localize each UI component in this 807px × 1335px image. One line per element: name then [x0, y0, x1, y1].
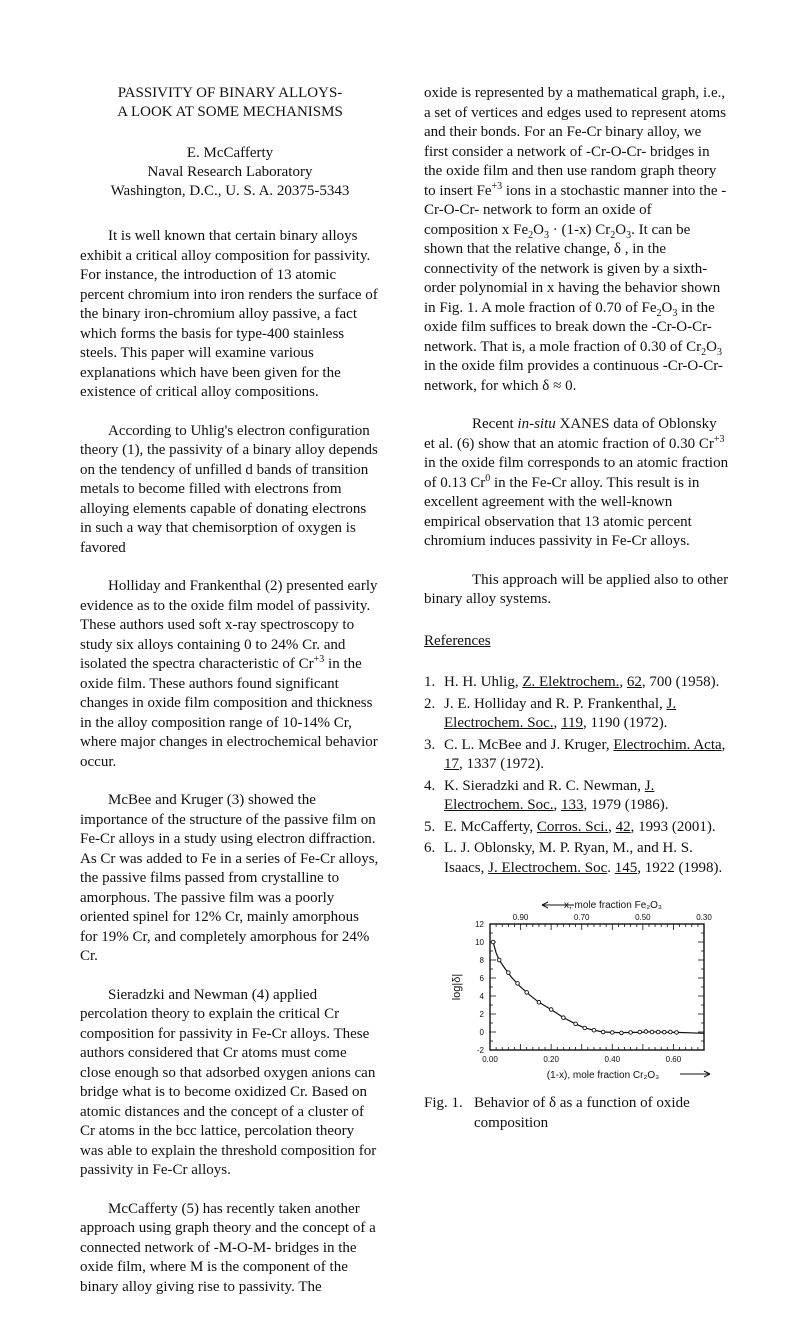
- x-tick-label: 0.00: [482, 1055, 498, 1064]
- x-tick-label: 0.40: [604, 1055, 621, 1064]
- y-tick-label: 4: [479, 992, 484, 1001]
- data-point: [638, 1030, 642, 1034]
- paragraph-conclusion: This approach will be applied also to other binary alloy systems.: [424, 571, 729, 607]
- data-point: [491, 940, 495, 944]
- left-column: [80, 84, 380, 1297]
- data-point: [650, 1030, 654, 1034]
- author-name: E. McCafferty: [186, 145, 274, 161]
- x2-tick-label: 0.70: [573, 913, 590, 922]
- x2-tick-label: 0.90: [512, 913, 529, 922]
- reference-item: 2. J. E. Holliday and R. P. Frankenthal, J. Electrochem. Soc., 119, 1190 (1972).: [424, 695, 677, 731]
- paragraph-xanes: Recent in-situ XANES data of Oblonsky et al. (6) show that an atomic fraction of 0.30 $Cr^{+3}$ in the oxide film corresponds to an atomic fraction of 0.13 Cr$^0$ in the Fe-Cr alloy. This result is in excellent agreement with the well-known empirical observation that 13 atomic percent chromium induces passivity in Fe-Cr alloys.: [424, 416, 729, 549]
- figure-chart: [424, 892, 724, 1088]
- caption-label: Fig. 1.: [424, 1095, 463, 1111]
- data-point: [610, 1031, 614, 1035]
- x2-tick-label: 0.30: [696, 913, 712, 922]
- right-column: [424, 84, 729, 1133]
- data-point: [601, 1030, 605, 1034]
- y-tick-label: -2: [476, 1046, 484, 1055]
- data-point: [620, 1031, 624, 1035]
- data-point: [669, 1030, 673, 1034]
- x-axis-label: (1-x), mole fraction Cr₂O₃: [546, 1070, 660, 1081]
- data-point: [537, 1001, 541, 1005]
- reference-item: 3. C. L. McBee and J. Kruger, Electrochim. Acta, 17, 1337 (1972).: [424, 736, 726, 772]
- paper-title: [80, 84, 380, 122]
- author-block: [80, 144, 380, 201]
- y-tick-label: 12: [475, 920, 484, 929]
- paragraph-graph-theory: oxide is represented by a mathematical graph, i.e., a set of vertices and edges used to represent atoms and their bonds. For an Fe-Cr binary alloy, we first consider a network of -Cr-O-Cr- bridges in the oxide film and then use random graph theory to insert $Fe^{+3}$ ions in a stochastic manner into the -Cr-O-Cr- network to form an oxide of composition x $Fe_2O_3 \cdot (1-x)$ $Cr_2O_3$. It can be shown that the relative change, δ , in the connectivity of the network is given by a sixth-order polynomial in x having the behavior shown in Fig. 1. A mole fraction of 0.70 of $Fe_2O_3$ in the oxide film suffices to break down the -Cr-O-Cr- network. That is, a mole fraction of 0.30 of $Cr_2O_3$ in the oxide film provides a continuous -Cr-O-Cr- network, for which δ ≈ 0.: [424, 85, 727, 394]
- paragraph-sieradzki: Sieradzki and Newman (4) applied percolation theory to explain the critical Cr composition for passivity in Fe-Cr alloys. These authors considered that Cr atoms must come close enough so that adsorbed oxygen anions can bridge what is to become oxidized Cr. Based on atomic distances and the concept of a cluster of Cr atoms in the bcc lattice, percolation theory was able to explain the threshold composition for passivity in Fe-Cr alloys.: [80, 986, 377, 1178]
- data-point: [497, 958, 501, 962]
- data-point: [675, 1031, 679, 1035]
- paragraph-uhlig: According to Uhlig's electron configuration theory (1), the passivity of a binary alloy depends on the tendency of unfilled d bands of transition metals to become filled with electrons from alloying elements capable of donating electrons in such a way that chemisorption of oxygen is favored: [80, 422, 378, 556]
- y-tick-label: 0: [479, 1028, 484, 1037]
- reference-list: [424, 673, 729, 878]
- reference-item: 4. K. Sieradzki and R. C. Newman, J. Electrochem. Soc., 133, 1979 (1986).: [424, 777, 669, 813]
- caption-text: Behavior of δ as a function of oxide composition: [474, 1095, 690, 1131]
- reference-item: 1. H. H. Uhlig, Z. Elektrochem., 62, 700 (1958).: [424, 674, 720, 690]
- x2-tick-label: 0.50: [635, 913, 651, 922]
- reference-item: 5. E. McCafferty, Corros. Sci., 42, 1993 (2001).: [424, 818, 716, 835]
- data-point: [574, 1022, 578, 1026]
- x-tick-label: 0.60: [665, 1055, 682, 1064]
- title-line-2: A LOOK AT SOME MECHANISMS: [117, 104, 343, 120]
- data-point: [656, 1030, 660, 1034]
- address: Washington, D.C., U. S. A. 20375-5343: [110, 183, 350, 199]
- x-tick-label: 0.20: [543, 1055, 559, 1064]
- figure-1: [424, 892, 729, 1133]
- data-point: [525, 991, 529, 995]
- y-tick-label: 6: [479, 974, 484, 983]
- data-point: [516, 982, 520, 986]
- paragraph-mccafferty: McCafferty (5) has recently taken another approach using graph theory and the concept of a connected network of -M-O-M- bridges in the oxide film, where M is the component of the binary alloy giving rise to passivity. The: [80, 1200, 376, 1295]
- references-heading: References: [424, 632, 491, 649]
- y-tick-label: 8: [479, 956, 484, 965]
- series-line: [493, 942, 704, 1033]
- data-point: [592, 1028, 596, 1032]
- y-tick-label: 2: [479, 1010, 484, 1019]
- data-point: [507, 971, 511, 975]
- data-point: [562, 1016, 566, 1020]
- title-line-1: PASSIVITY OF BINARY ALLOYS-: [117, 85, 343, 101]
- data-point: [583, 1026, 587, 1030]
- y-tick-label: 10: [475, 938, 484, 947]
- data-point: [549, 1008, 553, 1012]
- data-point: [644, 1030, 648, 1034]
- paragraph-mcbee: McBee and Kruger (3) showed the importance of the structure of the passive film on Fe-Cr alloys in a study using electron diffraction. As Cr was added to Fe in a series of Fe-Cr alloys, the passive films passed from crystalline to amorphous. The passive film was a poorly oriented spinel for 12% Cr, mainly amorphous for 19% Cr, and completely amorphous for 24% Cr.: [80, 792, 379, 964]
- data-point: [629, 1031, 633, 1035]
- paragraph-intro: It is well known that certain binary alloys exhibit a critical alloy composition for passivity. For instance, the introduction of 13 atomic percent chromium into iron renders the surface of the binary iron-chromium alloy passive, a fact which forms the basis for type-400 stainless steels. This paper will examine various explanations which have been given for the existence of critical alloy compositions.: [80, 228, 378, 400]
- figure-caption: [424, 1094, 729, 1133]
- data-point: [662, 1030, 666, 1034]
- x2-axis-label: x, mole fraction Fe₂O₃: [564, 900, 662, 911]
- y-axis-label: log|δ|: [451, 973, 463, 1001]
- affiliation: Naval Research Laboratory: [147, 164, 313, 180]
- paragraph-holliday: Holliday and Frankenthal (2) presented early evidence as to the oxide film model of passivity. These authors used soft x-ray spectroscopy to study six alloys containing 0 to 24% Cr. and isolated the spectra characteristic of $Cr^{+3}$ in the oxide film. These authors found significant changes in oxide film composition and thickness in the alloy composition range of 10-14% Cr, where major changes in electrochemical behavior occur.: [80, 578, 378, 770]
- reference-item: 6. L. J. Oblonsky, M. P. Ryan, M., and H. S. Isaacs, J. Electrochem. Soc. 145, 1922 (1998).: [424, 840, 723, 876]
- arrow-right: [680, 1071, 710, 1077]
